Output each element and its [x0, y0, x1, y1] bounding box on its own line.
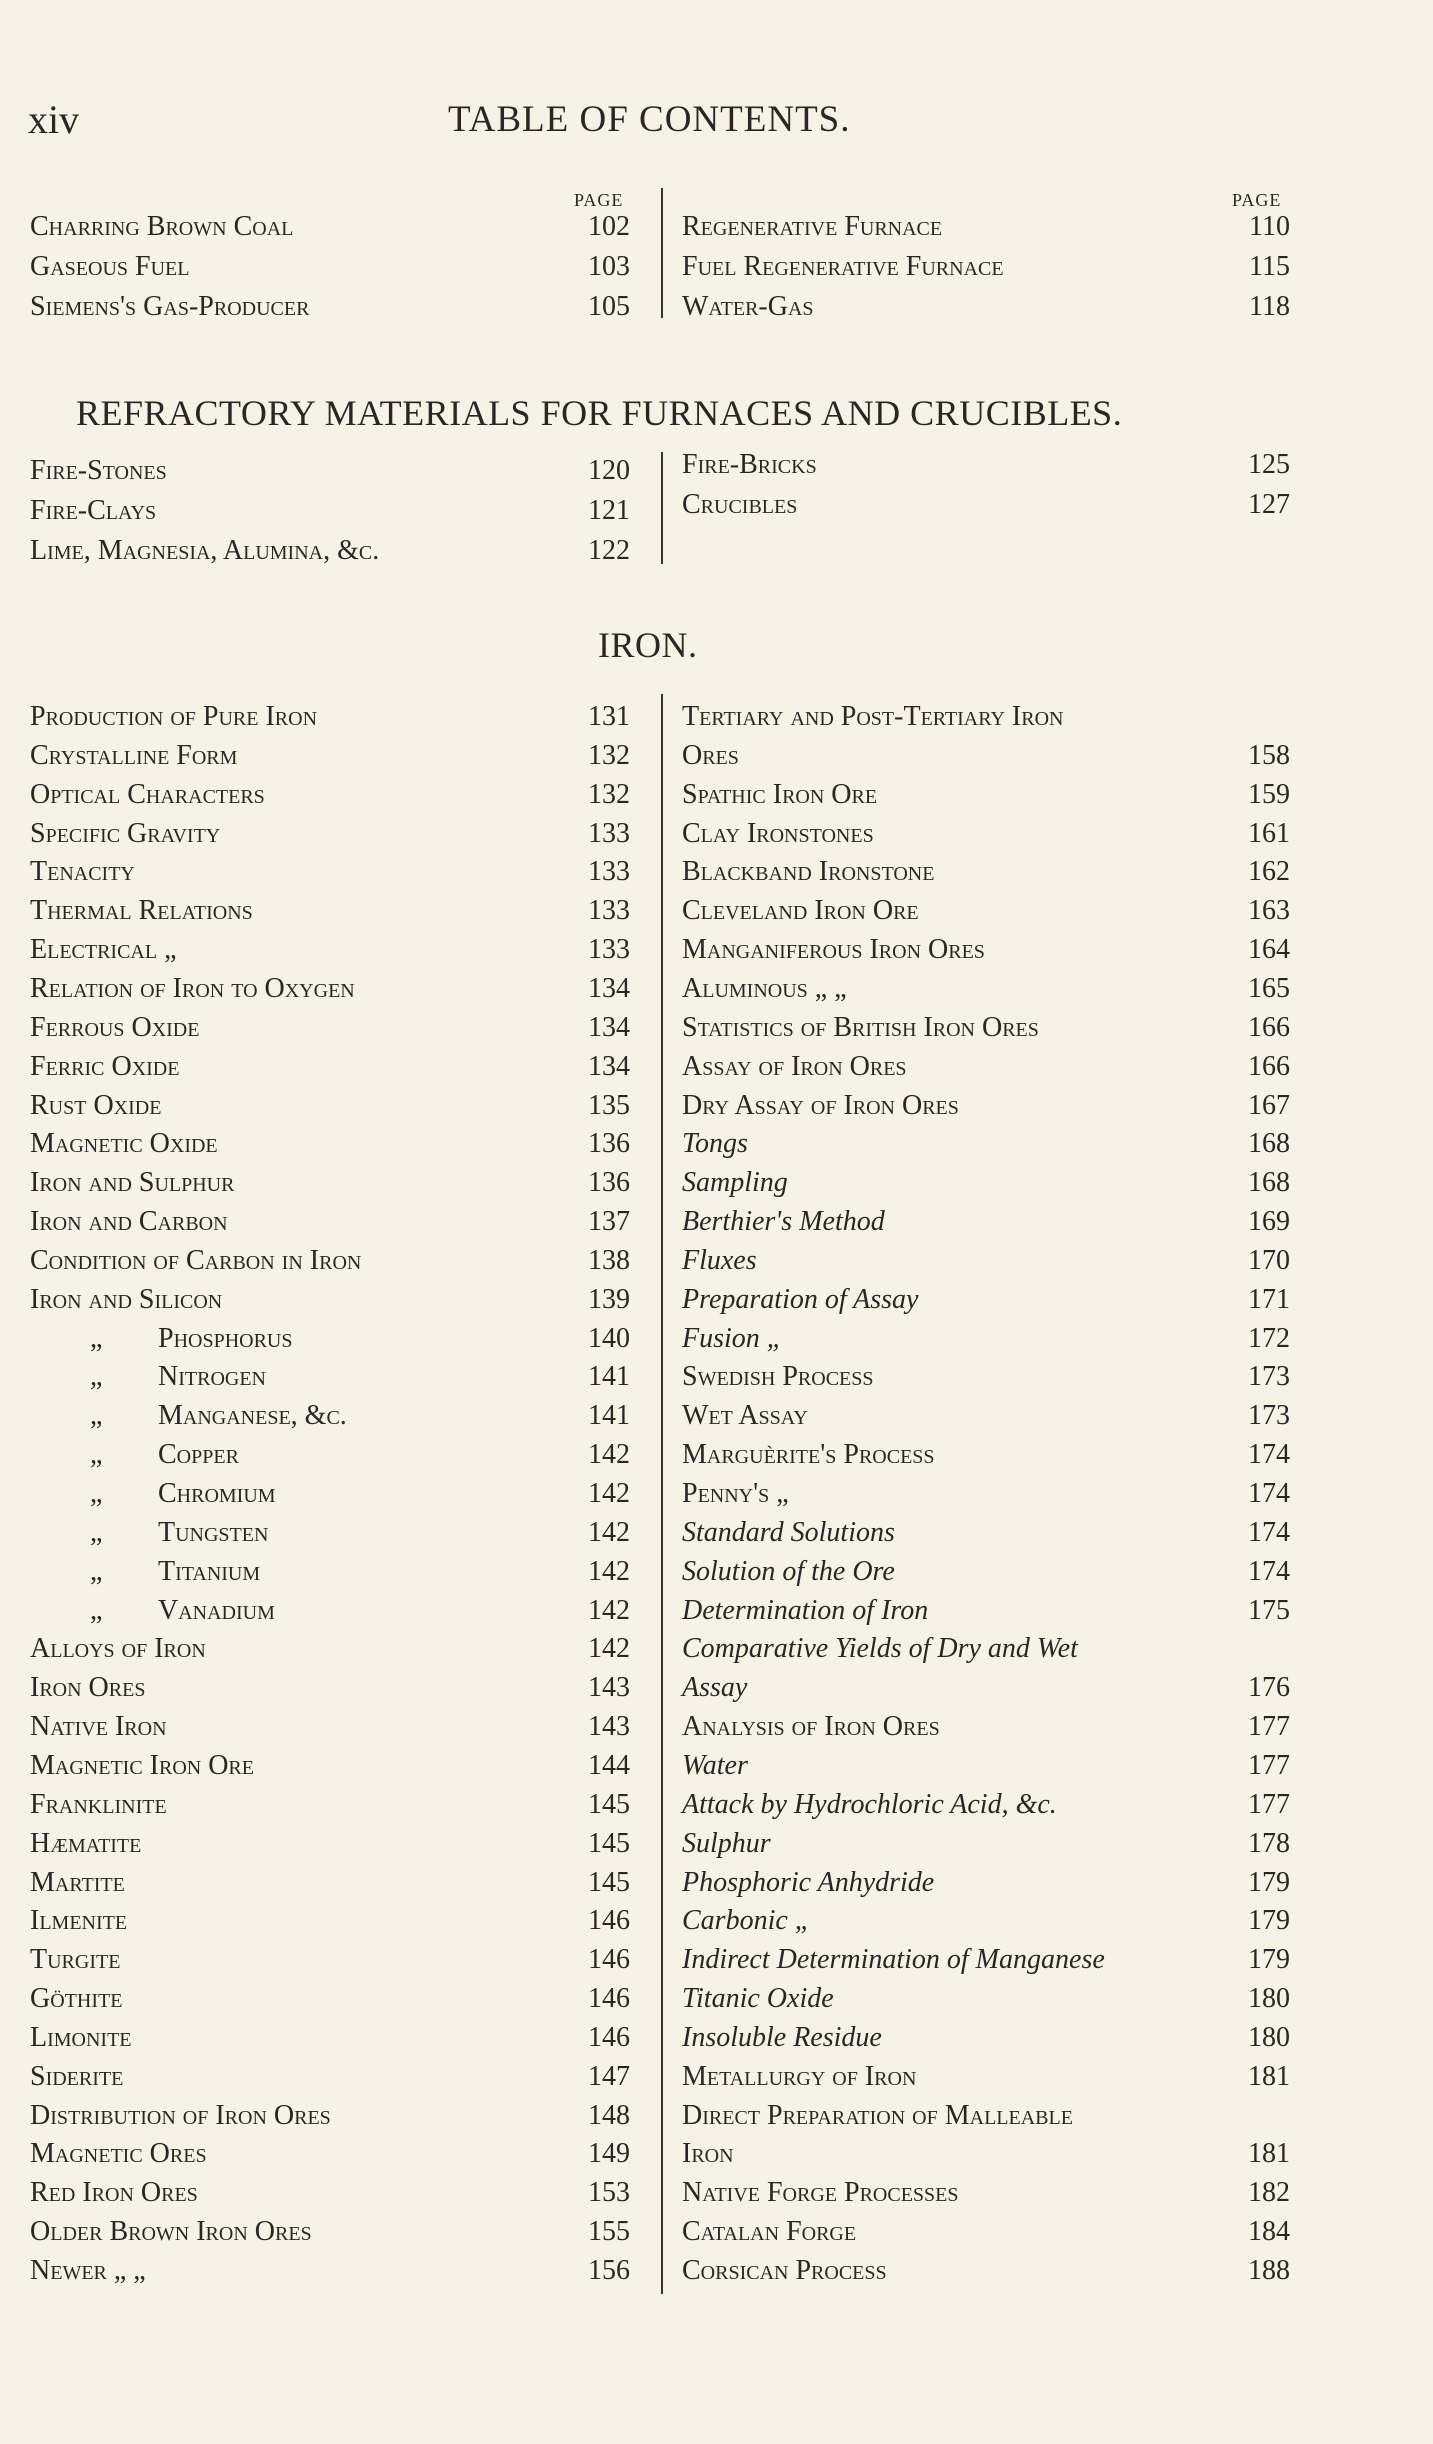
- toc-entry-title: Magnetic Oxide: [30, 1128, 218, 1160]
- toc-entry-title: Statistics of British Iron Ores: [682, 1011, 1039, 1043]
- toc-entry-page: 171: [1248, 1283, 1290, 1315]
- toc-entry: [682, 1980, 1290, 2018]
- toc-entry-page: 142: [588, 1478, 630, 1509]
- toc-entry-title: Manganese, &c.: [158, 1400, 347, 1432]
- toc-entry-title: Phosphoric Anhydride: [682, 1866, 935, 1898]
- toc-entry: [682, 2019, 1290, 2057]
- toc-entry: [30, 815, 630, 853]
- toc-entry-page: 110: [1249, 211, 1290, 242]
- toc-entry: [682, 1358, 1290, 1396]
- toc-entry-page: 181: [1248, 2138, 1290, 2170]
- toc-entry-title: Native Iron: [30, 1711, 167, 1743]
- toc-entry-page: 142: [588, 1594, 630, 1626]
- toc-entry-title: Water: [682, 1749, 748, 1781]
- toc-entry-title: Copper: [158, 1439, 239, 1471]
- toc-entry-title: Sulphur: [682, 1827, 771, 1859]
- toc-entry-title: Thermal Relations: [30, 895, 253, 927]
- toc-entry-title: Wet Assay: [682, 1400, 808, 1432]
- toc-entry-title: Relation of Iron to Oxygen: [30, 972, 355, 1004]
- toc-entry: [30, 1358, 630, 1396]
- toc-entry: [682, 1087, 1290, 1125]
- toc-entry: [30, 532, 630, 570]
- toc-entry: [30, 1009, 630, 1047]
- toc-entry: [682, 1514, 1290, 1552]
- toc-entry-title: Production of Pure Iron: [30, 701, 318, 732]
- toc-entry: [682, 853, 1290, 891]
- toc-entry: [30, 1902, 630, 1940]
- toc-entry-page: 139: [588, 1283, 630, 1315]
- toc-entry: [30, 208, 630, 246]
- toc-entry-title: Tungsten: [158, 1516, 269, 1548]
- toc-entry: [682, 1242, 1290, 1280]
- toc-entry-title: Aluminous „ „: [682, 972, 847, 1004]
- toc-entry-page: 136: [588, 1167, 630, 1199]
- toc-entry-title: Preparation of Assay: [682, 1283, 919, 1315]
- ditto-mark: „: [90, 1516, 103, 1548]
- toc-entry-title: Spathic Iron Ore: [682, 778, 878, 810]
- toc-entry-page: 132: [588, 778, 630, 810]
- toc-entry: [30, 1553, 630, 1591]
- toc-entry-page: 146: [588, 1905, 630, 1937]
- ditto-mark: „: [90, 1555, 103, 1587]
- toc-entry-title: Fire-Clays: [30, 495, 157, 526]
- toc-entry-title: Sampling: [682, 1167, 788, 1199]
- toc-entry-page: 178: [1248, 1827, 1290, 1859]
- toc-entry-page: 165: [1248, 972, 1290, 1004]
- toc-entry-page: 162: [1248, 856, 1290, 888]
- toc-entry-page: 133: [588, 856, 630, 888]
- toc-entry-title: Iron and Silicon: [30, 1283, 223, 1315]
- toc-entry-title: Condition of Carbon in Iron: [30, 1244, 362, 1276]
- toc-entry: [30, 2135, 630, 2173]
- running-title: TABLE OF CONTENTS.: [448, 99, 851, 140]
- toc-entry-title: Distribution of Iron Ores: [30, 2099, 331, 2131]
- toc-entry-title: Insoluble Residue: [682, 2021, 882, 2053]
- toc-entry-page: 134: [588, 1011, 630, 1043]
- toc-entry: [30, 248, 630, 286]
- toc-entry: [30, 492, 630, 530]
- toc-entry: [30, 931, 630, 969]
- toc-entry-title: Ores: [682, 739, 739, 771]
- toc-entry-title: Phosphorus: [158, 1322, 293, 1354]
- toc-entry-page: 142: [588, 1633, 630, 1665]
- toc-entry: [30, 1242, 630, 1280]
- toc-entry-title: Water-Gas: [682, 291, 814, 322]
- column-divider: [661, 452, 663, 564]
- toc-entry-title: Vanadium: [158, 1594, 275, 1626]
- toc-entry-title: Crystalline Form: [30, 739, 238, 771]
- toc-entry: [30, 1397, 630, 1435]
- toc-entry-title: Dry Assay of Iron Ores: [682, 1089, 959, 1121]
- toc-entry-page: 145: [588, 1827, 630, 1859]
- toc-entry-page: 142: [588, 1439, 630, 1471]
- toc-entry-title: Tenacity: [30, 856, 135, 888]
- toc-entry-page: 168: [1248, 1167, 1290, 1199]
- toc-entry: [682, 1825, 1290, 1863]
- toc-entry: [682, 446, 1290, 484]
- toc-entry-page: 167: [1248, 1089, 1290, 1121]
- toc-entry-page: 179: [1248, 1905, 1290, 1937]
- toc-entry: [682, 2135, 1290, 2173]
- toc-entry: [682, 2174, 1290, 2212]
- toc-entry-page: 144: [588, 1749, 630, 1781]
- toc-entry-title: Metallurgy of Iron: [682, 2060, 917, 2092]
- toc-entry-title: Fuel Regenerative Furnace: [682, 251, 1004, 282]
- toc-entry-page: 153: [588, 2177, 630, 2209]
- toc-entry: [682, 248, 1290, 286]
- toc-entry-page: 122: [588, 535, 630, 566]
- toc-entry: [682, 1436, 1290, 1474]
- toc-entry-page: 142: [588, 1516, 630, 1548]
- toc-entry: [682, 1397, 1290, 1435]
- toc-entry-title: Blackband Ironstone: [682, 856, 935, 888]
- toc-entry: [30, 1825, 630, 1863]
- toc-entry: [30, 2097, 630, 2135]
- toc-entry-page: 170: [1248, 1244, 1290, 1276]
- toc-entry: [30, 2019, 630, 2057]
- toc-entry: [682, 2213, 1290, 2251]
- toc-entry-title: Specific Gravity: [30, 817, 221, 849]
- toc-entry: [682, 1669, 1290, 1707]
- toc-entry: [682, 1048, 1290, 1086]
- toc-entry-page: 146: [588, 2021, 630, 2053]
- toc-entry-page: 173: [1248, 1400, 1290, 1432]
- toc-entry: [30, 1048, 630, 1086]
- toc-entry-title: Turgite: [30, 1944, 121, 1976]
- column-divider: [661, 694, 663, 2294]
- toc-entry: [682, 776, 1290, 814]
- toc-entry-page: 166: [1248, 1011, 1290, 1043]
- toc-entry: [30, 288, 630, 326]
- toc-entry-title: Solution of the Ore: [682, 1555, 895, 1587]
- toc-entry-page: 174: [1248, 1555, 1290, 1587]
- toc-entry-page: 145: [588, 1788, 630, 1820]
- toc-entry-title: Charring Brown Coal: [30, 211, 294, 242]
- toc-entry-title: Fire-Stones: [30, 455, 167, 486]
- toc-entry-page: 179: [1248, 1944, 1290, 1976]
- toc-entry: [30, 1747, 630, 1785]
- toc-entry: [682, 1281, 1290, 1319]
- toc-entry-page: 131: [588, 701, 630, 732]
- toc-entry: [30, 970, 630, 1008]
- toc-entry-title: Carbonic „: [682, 1905, 811, 1937]
- toc-entry-page: 177: [1248, 1711, 1290, 1743]
- toc-entry-page: 169: [1248, 1206, 1290, 1238]
- toc-entry-page: 158: [1248, 739, 1290, 771]
- toc-entry: [682, 1320, 1290, 1358]
- toc-entry-page: 148: [588, 2099, 630, 2131]
- toc-entry-title: Assay of Iron Ores: [682, 1050, 907, 1082]
- ditto-mark: „: [90, 1322, 103, 1354]
- ditto-mark: „: [90, 1478, 103, 1509]
- toc-entry-title: Standard Solutions: [682, 1516, 895, 1548]
- toc-entry: [30, 2058, 630, 2096]
- ditto-mark: „: [90, 1439, 103, 1471]
- toc-entry-page: 115: [1249, 251, 1290, 282]
- toc-entry-title: Rust Oxide: [30, 1089, 162, 1121]
- toc-entry: [682, 1708, 1290, 1746]
- toc-entry-page: 135: [588, 1089, 630, 1121]
- toc-entry-page: 147: [588, 2060, 630, 2092]
- toc-entry-title: Clay Ironstones: [682, 817, 874, 849]
- toc-entry-page: 184: [1248, 2216, 1290, 2248]
- toc-entry-title: Corsican Process: [682, 2255, 887, 2286]
- toc-entry-page: 143: [588, 1711, 630, 1743]
- toc-entry-page: 142: [588, 1555, 630, 1587]
- toc-entry: [30, 737, 630, 775]
- toc-entry-title: Swedish Process: [682, 1361, 874, 1393]
- folio: xiv: [28, 97, 80, 142]
- toc-entry: [30, 2213, 630, 2251]
- toc-entry-page: 156: [588, 2255, 630, 2286]
- toc-entry-page: 182: [1248, 2177, 1290, 2209]
- toc-entry: [30, 892, 630, 930]
- toc-entry-page: 146: [588, 1944, 630, 1976]
- toc-entry-page: 127: [1248, 489, 1290, 520]
- toc-entry: [30, 1203, 630, 1241]
- toc-entry-title: Tertiary and Post-Tertiary Iron: [682, 701, 1064, 732]
- toc-entry-title: Comparative Yields of Dry and Wet: [682, 1633, 1078, 1665]
- toc-entry-title: Cleveland Iron Ore: [682, 895, 919, 927]
- toc-entry-page: 177: [1248, 1788, 1290, 1820]
- ditto-mark: „: [90, 1594, 103, 1626]
- toc-entry-page: 188: [1248, 2255, 1290, 2286]
- toc-entry: [30, 2252, 630, 2290]
- toc-entry: [30, 452, 630, 490]
- toc-entry: [682, 1902, 1290, 1940]
- toc-entry-title: Optical Characters: [30, 778, 265, 810]
- toc-entry: [30, 1281, 630, 1319]
- toc-entry: [682, 1630, 1290, 1668]
- toc-entry: [682, 1747, 1290, 1785]
- toc-entry: [30, 698, 630, 736]
- toc-entry: [682, 970, 1290, 1008]
- toc-entry-page: 134: [588, 1050, 630, 1082]
- toc-entry-title: Older Brown Iron Ores: [30, 2216, 312, 2248]
- toc-entry-title: Hæmatite: [30, 1827, 142, 1859]
- toc-entry-title: Red Iron Ores: [30, 2177, 198, 2209]
- toc-entry-title: Iron Ores: [30, 1672, 146, 1704]
- toc-entry-title: Iron and Sulphur: [30, 1167, 235, 1199]
- toc-entry-page: 103: [588, 251, 630, 282]
- toc-entry-page: 141: [588, 1400, 630, 1432]
- toc-entry: [30, 1087, 630, 1125]
- toc-entry-title: Iron and Carbon: [30, 1206, 228, 1238]
- toc-entry-title: Iron: [682, 2138, 734, 2170]
- toc-entry: [30, 1630, 630, 1668]
- toc-entry: [682, 815, 1290, 853]
- toc-entry-page: 179: [1248, 1866, 1290, 1898]
- toc-entry-page: 181: [1248, 2060, 1290, 2092]
- toc-entry: [30, 1708, 630, 1746]
- toc-entry: [682, 892, 1290, 930]
- toc-entry-page: 166: [1248, 1050, 1290, 1082]
- toc-entry-page: 133: [588, 934, 630, 966]
- toc-entry: [30, 853, 630, 891]
- toc-entry-title: Attack by Hydrochloric Acid, &c.: [682, 1788, 1057, 1820]
- toc-entry: [682, 1125, 1290, 1163]
- toc-entry-page: 133: [588, 895, 630, 927]
- toc-entry-title: Göthite: [30, 1983, 123, 2015]
- toc-entry: [30, 1669, 630, 1707]
- toc-entry: [682, 288, 1290, 326]
- toc-entry-page: 136: [588, 1128, 630, 1160]
- toc-entry-page: 134: [588, 972, 630, 1004]
- toc-entry: [682, 1786, 1290, 1824]
- toc-entry-page: 180: [1248, 1983, 1290, 2015]
- toc-entry-page: 173: [1248, 1361, 1290, 1393]
- toc-entry-title: Gaseous Fuel: [30, 251, 190, 282]
- toc-entry-title: Native Forge Processes: [682, 2177, 959, 2209]
- toc-entry-page: 175: [1248, 1594, 1290, 1626]
- toc-entry: [682, 1475, 1290, 1513]
- toc-entry-title: Fusion „: [682, 1322, 783, 1354]
- toc-entry-page: 118: [1249, 291, 1290, 322]
- toc-entry-title: Crucibles: [682, 489, 798, 520]
- section-heading-iron: IRON.: [598, 625, 698, 665]
- toc-entry: [682, 737, 1290, 775]
- toc-entry-title: Direct Preparation of Malleable: [682, 2099, 1073, 2131]
- toc-entry-title: Nitrogen: [158, 1361, 266, 1393]
- toc-entry-page: 132: [588, 739, 630, 771]
- toc-entry-title: Magnetic Iron Ore: [30, 1749, 254, 1781]
- page-column-label-right: PAGE: [1232, 190, 1282, 210]
- toc-entry-title: Titanic Oxide: [682, 1983, 834, 2015]
- toc-entry-title: Regenerative Furnace: [682, 211, 943, 242]
- toc-entry-page: 137: [588, 1206, 630, 1238]
- toc-entry: [682, 1203, 1290, 1241]
- toc-entry-page: 164: [1248, 934, 1290, 966]
- toc-entry-title: Newer „ „: [30, 2255, 146, 2286]
- toc-entry: [682, 1553, 1290, 1591]
- toc-entry: [30, 776, 630, 814]
- toc-entry-page: 121: [588, 495, 630, 526]
- toc-entry-title: Chromium: [158, 1478, 276, 1509]
- toc-entry-title: Electrical „: [30, 934, 177, 966]
- toc-entry-page: 149: [588, 2138, 630, 2170]
- toc-entry-page: 163: [1248, 895, 1290, 927]
- toc-entry: [682, 486, 1290, 524]
- toc-entry-title: Fire-Bricks: [682, 449, 817, 480]
- toc-entry: [682, 1941, 1290, 1979]
- toc-entry: [30, 1125, 630, 1163]
- toc-entry: [682, 1864, 1290, 1902]
- toc-entry: [682, 2058, 1290, 2096]
- toc-entry-title: Marguèrite's Process: [682, 1439, 935, 1471]
- toc-entry-title: Ilmenite: [30, 1905, 128, 1937]
- page-column-label-left: PAGE: [574, 190, 624, 210]
- toc-entry-title: Manganiferous Iron Ores: [682, 934, 985, 966]
- toc-entry: [30, 1475, 630, 1513]
- toc-entry: [30, 1436, 630, 1474]
- toc-entry: [682, 1009, 1290, 1047]
- toc-entry-page: 180: [1248, 2021, 1290, 2053]
- toc-entry-page: 141: [588, 1361, 630, 1393]
- toc-entry: [30, 1320, 630, 1358]
- toc-entry-title: Ferric Oxide: [30, 1050, 180, 1082]
- toc-entry-page: 174: [1248, 1478, 1290, 1509]
- toc-entry-title: Magnetic Ores: [30, 2138, 207, 2170]
- toc-entry-title: Ferrous Oxide: [30, 1011, 200, 1043]
- toc-entry: [30, 1786, 630, 1824]
- toc-entry: [30, 1941, 630, 1979]
- toc-entry-title: Tongs: [682, 1128, 748, 1160]
- column-divider: [661, 188, 663, 318]
- toc-entry: [682, 2252, 1290, 2290]
- toc-entry-title: Limonite: [30, 2021, 132, 2053]
- toc-entry-title: Assay: [682, 1672, 748, 1704]
- toc-entry-title: Siderite: [30, 2060, 124, 2092]
- toc-entry-page: 174: [1248, 1439, 1290, 1471]
- toc-entry: [30, 1980, 630, 2018]
- toc-entry: [682, 1164, 1290, 1202]
- toc-entry-page: 172: [1248, 1322, 1290, 1354]
- toc-entry-title: Berthier's Method: [682, 1206, 885, 1238]
- toc-entry-page: 168: [1248, 1128, 1290, 1160]
- toc-entry: [682, 931, 1290, 969]
- toc-entry-page: 161: [1248, 817, 1290, 849]
- ditto-mark: „: [90, 1400, 103, 1432]
- toc-entry-title: Analysis of Iron Ores: [682, 1711, 940, 1743]
- toc-entry-page: 143: [588, 1672, 630, 1704]
- toc-entry-page: 105: [588, 291, 630, 322]
- toc-entry-page: 155: [588, 2216, 630, 2248]
- toc-entry: [30, 2174, 630, 2212]
- toc-entry-title: Lime, Magnesia, Alumina, &c.: [30, 535, 380, 566]
- toc-entry-page: 146: [588, 1983, 630, 2015]
- toc-entry-page: 174: [1248, 1516, 1290, 1548]
- toc-entry-title: Martite: [30, 1866, 125, 1898]
- toc-entry: [682, 698, 1290, 736]
- toc-entry-page: 102: [588, 211, 630, 242]
- toc-entry-page: 176: [1248, 1672, 1290, 1704]
- toc-entry-title: Catalan Forge: [682, 2216, 857, 2248]
- toc-entry: [682, 2097, 1290, 2135]
- toc-entry-title: Determination of Iron: [682, 1594, 929, 1626]
- ditto-mark: „: [90, 1361, 103, 1393]
- toc-entry-page: 120: [588, 455, 630, 486]
- toc-entry: [30, 1592, 630, 1630]
- toc-entry: [682, 208, 1290, 246]
- toc-entry-page: 140: [588, 1322, 630, 1354]
- toc-entry-title: Penny's „: [682, 1478, 789, 1509]
- toc-entry: [30, 1164, 630, 1202]
- toc-entry-page: 133: [588, 817, 630, 849]
- toc-entry-page: 159: [1248, 778, 1290, 810]
- toc-entry: [30, 1514, 630, 1552]
- toc-entry-page: 145: [588, 1866, 630, 1898]
- toc-entry-title: Siemens's Gas-Producer: [30, 291, 310, 322]
- toc-entry-page: 138: [588, 1244, 630, 1276]
- toc-entry: [682, 1592, 1290, 1630]
- toc-entry-title: Franklinite: [30, 1788, 167, 1820]
- toc-entry-page: 125: [1248, 449, 1290, 480]
- toc-entry-title: Alloys of Iron: [30, 1633, 206, 1665]
- toc-entry-title: Indirect Determination of Manganese: [682, 1944, 1105, 1976]
- section-heading-refractory: REFRACTORY MATERIALS FOR FURNACES AND CRUCIBLES.: [76, 393, 1123, 433]
- toc-entry-title: Titanium: [158, 1555, 261, 1587]
- toc-entry-page: 177: [1248, 1749, 1290, 1781]
- toc-entry: [30, 1864, 630, 1902]
- toc-entry-title: Fluxes: [682, 1244, 757, 1276]
